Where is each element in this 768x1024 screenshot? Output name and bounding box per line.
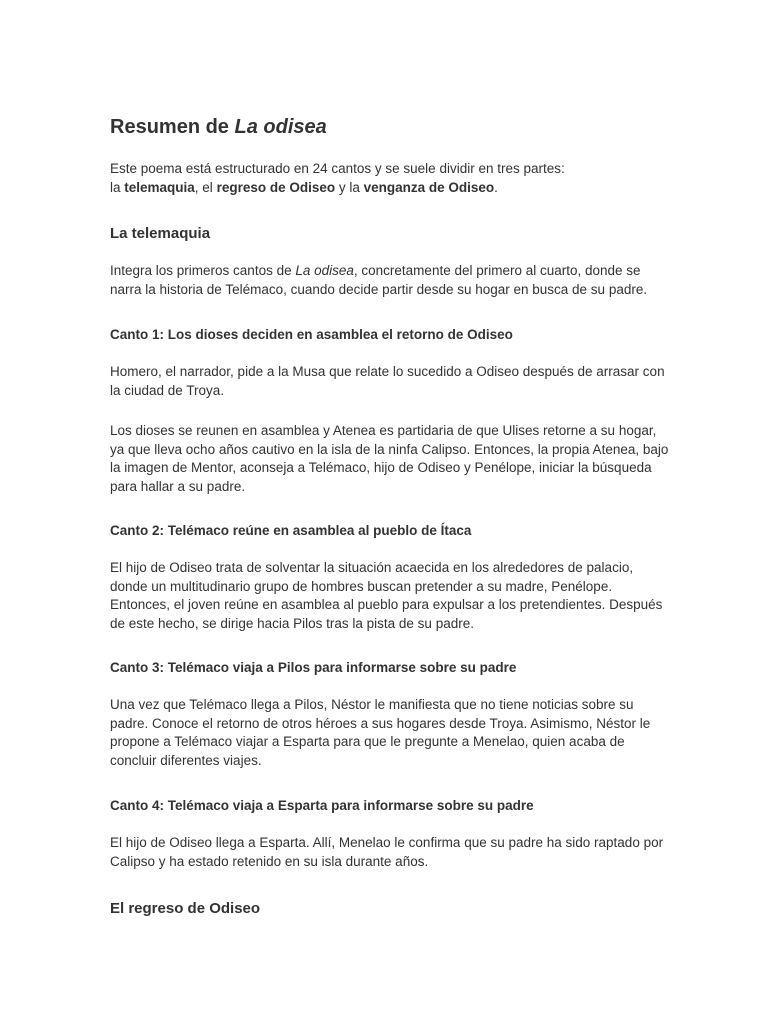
telemaquia-intro: Integra los primeros cantos de La odisea, concretamente del primero al cuarto, donde se narra la historia de Telémaco, cuando decide partir desde su hogar en busca de su padre. xyxy=(110,263,648,297)
intro-paragraph: Este poema está estructurado en 24 cantos y se suele dividir en tres partes: la telemaquia, el regreso de Odiseo y la venganza de Odiseo. xyxy=(110,161,565,195)
canto-1-heading: Canto 1: Los dioses deciden en asamblea el retorno de Odiseo xyxy=(110,327,513,342)
canto-3-heading: Canto 3: Telémaco viaja a Pilos para informarse sobre su padre xyxy=(110,660,517,675)
section-heading-regreso: El regreso de Odiseo xyxy=(110,900,261,917)
canto-1-paragraph-1: Homero, el narrador, pide a la Musa que relate lo sucedido a Odiseo después de arrasar con la ciudad de Troya. xyxy=(110,364,665,398)
canto-1-paragraph-2: Los dioses se reunen en asamblea y Atenea es partidaria de que Ulises retorne a su hogar, ya que lleva ocho años cautivo en la isla de la ninfa Calipso. Entonces, la propia Atenea, bajo la imagen de Mentor, aconseja a Telémaco, hijo de Odiseo y Penélope, iniciar la búsqueda para hallar a su padre. xyxy=(110,423,669,494)
canto-3-paragraph-1: Una vez que Telémaco llega a Pilos, Néstor le manifiesta que no tiene noticias sobre su padre. Conoce el retorno de otros héroes a sus hogares desde Troya. Asimismo, Néstor le propone a Telémaco viajar a Esparta para que le pregunte a Menelao, quien acaba de concluir diferentes viajes. xyxy=(110,697,651,768)
page-title: Resumen de La odisea xyxy=(110,116,327,138)
canto-4-paragraph-1: El hijo de Odiseo llega a Esparta. Allí, Menelao le confirma que su padre ha sido raptado por Calipso y ha estado retenido en su isla durante años. xyxy=(110,835,664,869)
canto-4-heading: Canto 4: Telémaco viaja a Esparta para informarse sobre su padre xyxy=(110,798,534,813)
section-heading-telemaquia: La telemaquia xyxy=(110,225,211,242)
canto-2-paragraph-1: El hijo de Odiseo trata de solventar la situación acaecida en los alrededores de palacio, donde un multitudinario grupo de hombres buscan pretender a su madre, Penélope. Entonces, el joven reúne en asamblea al pueblo para expulsar a los pretendientes. Después de este hecho, se dirige hacia Pilos tras la pista de su padre. xyxy=(110,560,663,631)
canto-2-heading: Canto 2: Telémaco reúne en asamblea al pueblo de Ítaca xyxy=(110,523,472,538)
